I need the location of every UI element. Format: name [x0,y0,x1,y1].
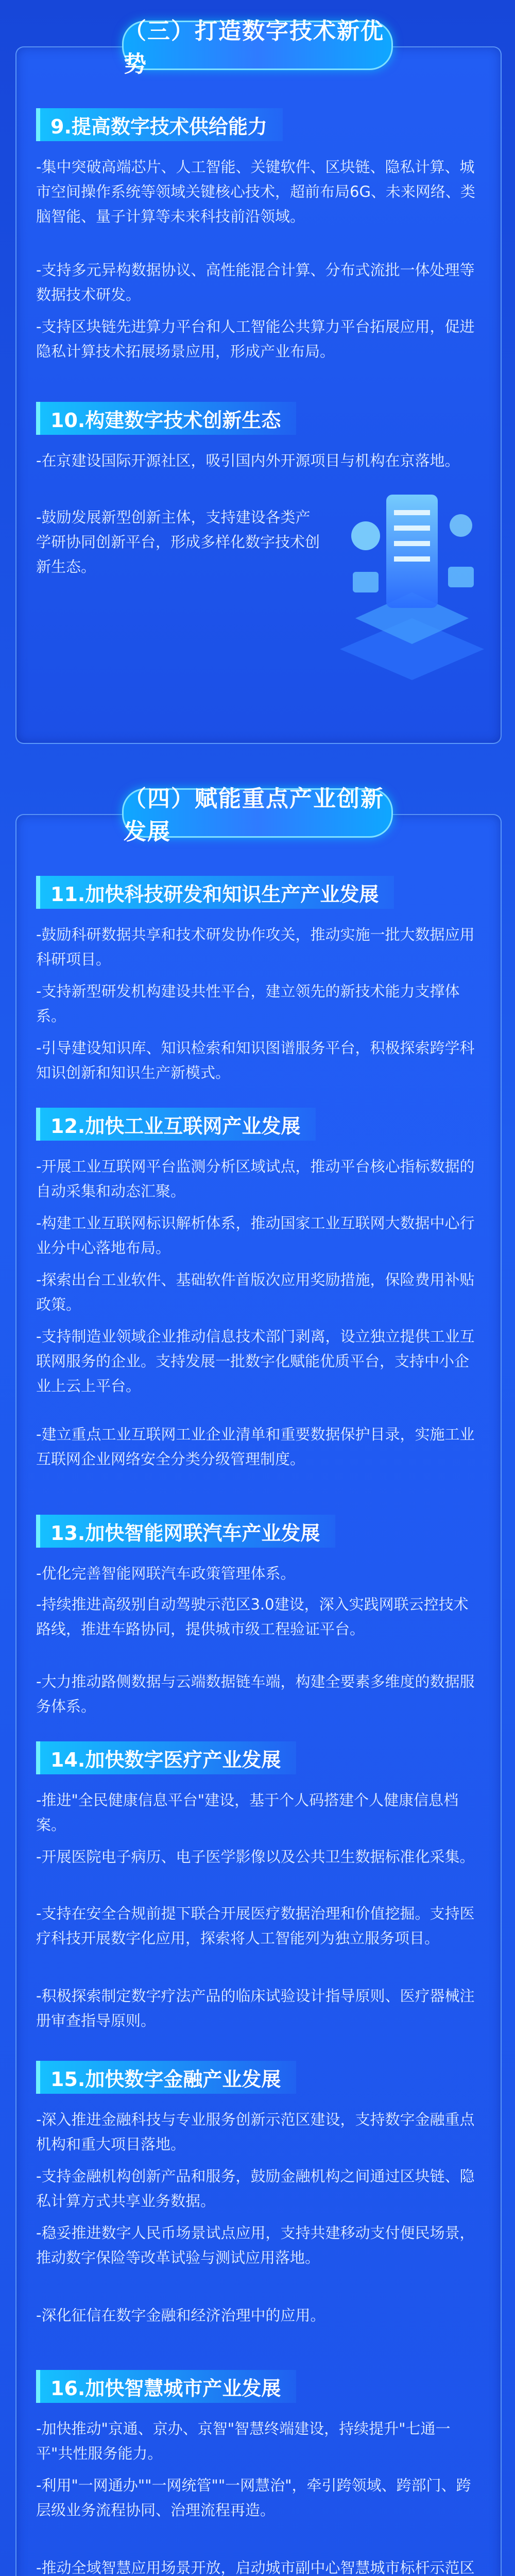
subsection-heading: 14.加快数字医疗产业发展 [36,1741,296,1774]
subsection-heading: 12.加快工业互联网产业发展 [36,1108,316,1141]
paragraph: -支持新型研发机构建设共性平台，建立领先的新技术能力支撑体系。 [36,982,460,1025]
subsection-heading: 11.加快科技研发和知识生产产业发展 [36,876,394,909]
paragraph: -支持制造业领域企业推动信息技术部门剥离，设立独立提供工业互联网服务的企业。支持发展一批数字化赋能优质平台，支持中小企业上云上平台。 [36,1328,475,1395]
paragraph: -利用"一网通办""一网统管""一网慧治"，牵引跨领域、跨部门、跨层级业务流程协同、治理流程再造。 [36,2477,471,2519]
paragraph: -积极探索制定数字疗法产品的临床试验设计指导原则、医疗器械注册审查指导原则。 [36,1987,475,2029]
paragraph: -稳妥推进数字人民币场景试点应用，支持共建移动支付便民场景，推动数字保险等改革试验与测试应用落地。 [36,2224,475,2266]
subsection-heading: 15.加快数字金融产业发展 [36,2061,296,2094]
paragraph: -在京建设国际开源社区，吸引国内外开源项目与机构在京落地。 [36,452,460,469]
subsection-heading: 9.提高数字技术供给能力 [36,108,283,141]
paragraph: -支持在安全合规前提下联合开展医疗数据治理和价值挖掘。支持医疗科技开展数字化应用，探索将人工智能列为独立服务项目。 [36,1905,475,1947]
paragraph: -深入推进金融科技与专业服务创新示范区建设，支持数字金融重点机构和重大项目落地。 [36,2111,475,2153]
paragraph: -推动全域智慧应用场景开放，启动城市副中心智慧城市标杆示范区 [36,2559,475,2576]
subsection-heading: 13.加快智能网联汽车产业发展 [36,1515,335,1548]
paragraph: -持续推进高级别自动驾驶示范区3.0建设，深入实践网联云控技术路线，推进车路协同，提供城市级工程验证平台。 [36,1596,469,1638]
paragraph: -开展医院电子病历、电子医学影像以及公共卫生数据标准化采集。 [36,1848,475,1866]
tech-platform-illustration [335,464,489,680]
paragraph: -优化完善智能网联汽车政策管理体系。 [36,1565,296,1582]
paragraph: -构建工业互联网标识解析体系，推动国家工业互联网大数据中心行业分中心落地布局。 [36,1214,475,1257]
paragraph: -深化征信在数字金融和经济治理中的应用。 [36,2307,325,2324]
paragraph: -开展工业互联网平台监测分析区域试点，推动平台核心指标数据的自动采集和动态汇聚。 [36,1158,475,1200]
paragraph: -支持金融机构创新产品和服务，鼓励金融机构之间通过区块链、隐私计算方式共享业务数据。 [36,2167,475,2210]
paragraph: -引导建设知识库、知识检索和知识图谱服务平台，积极探索跨学科知识创新和知识生产新模式。 [36,1039,475,1081]
section4-banner: （四）赋能重点产业创新发展 [122,788,393,838]
paragraph: -鼓励发展新型创新主体，支持建设各类产学研协同创新平台，形成多样化数字技术创新生态。 [36,509,320,575]
paragraph: -大力推动路侧数据与云端数据链车端，构建全要素多维度的数据服务体系。 [36,1673,475,1715]
paragraph: -支持多元异构数据协议、高性能混合计算、分布式流批一体处理等数据技术研发。 [36,261,475,303]
paragraph: -支持区块链先进算力平台和人工智能公共算力平台拓展应用，促进隐私计算技术拓展场景应用，形成产业布局。 [36,318,475,360]
paragraph: -推进"全民健康信息平台"建设，基于个人码搭建个人健康信息档案。 [36,1791,459,1834]
paragraph: -建立重点工业互联网工业企业清单和重要数据保护目录，实施工业互联网企业网络安全分类分级管理制度。 [36,1426,475,1468]
subsection-heading: 16.加快智慧城市产业发展 [36,2370,296,2403]
paragraph: -鼓励科研数据共享和技术研发协作攻关，推动实施一批大数据应用科研项目。 [36,926,475,968]
section3-banner: （三）打造数字技术新优势 [122,21,393,70]
subsection-heading: 10.构建数字技术创新生态 [36,402,296,435]
paragraph: -加快推动"京通、京办、京智"智慧终端建设，持续提升"七通一平"共性服务能力。 [36,2420,451,2462]
paragraph: -集中突破高端芯片、人工智能、关键软件、区块链、隐私计算、城市空间操作系统等领域关键核心技术，超前布局6G、未来网络、类脑智能、量子计算等未来科技前沿领域。 [36,158,475,225]
paragraph: -探索出台工业软件、基础软件首版次应用奖励措施，保险费用补贴政策。 [36,1271,475,1313]
